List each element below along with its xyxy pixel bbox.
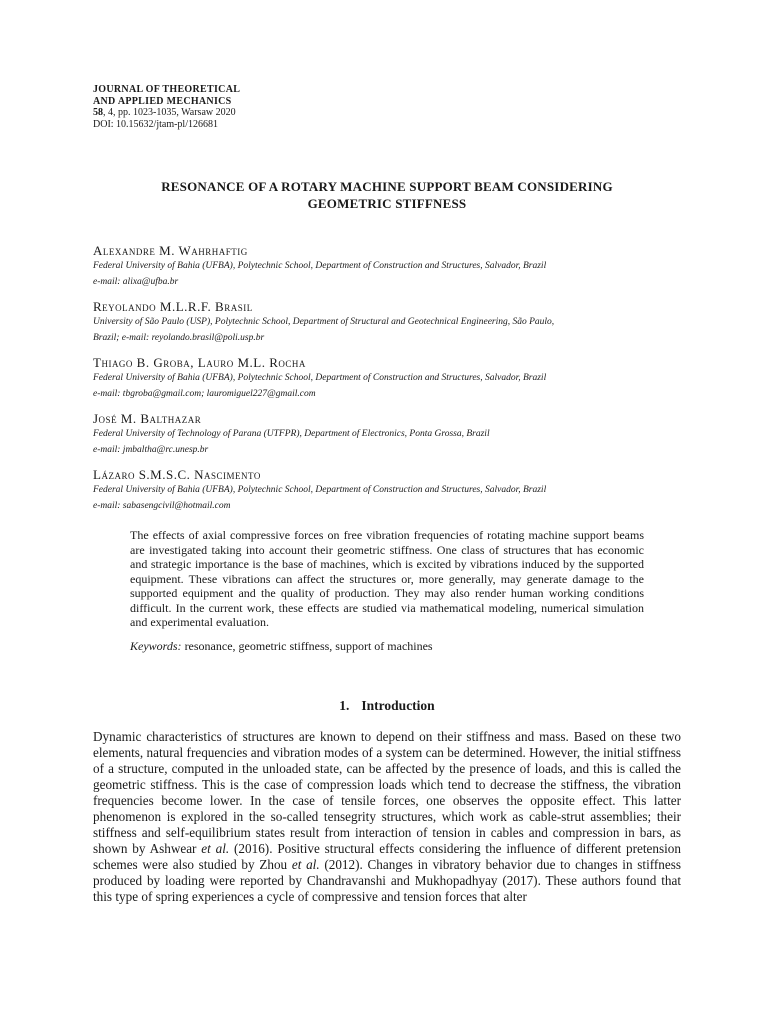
author-email: Brazil; e-mail: reyolando.brasil@poli.usp.br: [93, 332, 265, 343]
body-text-part1: Dynamic characteristics of structures are known to depend on their stiffness and mass. Based on these two elements, natural frequencies and vibration modes of a system can be determined. However, the initial stiffness of a structure, computed in the unloaded state, can be affected by the presence of loads, and this is called the geometric stiffness. This is the case of compression loads which tend to decrease the stiffness, the vibration frequencies become lower. In the case of tensile forces, one observes the opposite effect. This latter phenomenon is explored in the so-called tensegrity structures, which work as cable-strut assemblies; their stiffness and self-equilibrium states result from interaction of tension in cables and compression in bars, as shown by Ashwear: [93, 729, 681, 856]
author-list: [93, 242, 681, 522]
body-text: [93, 729, 681, 905]
author-affiliation: Federal University of Bahia (UFBA), Polytechnic School, Department of Construction and Structures, Salvador, Brazil: [93, 485, 547, 495]
journal-doi: DOI: 10.15632/jtam-pl/126681: [93, 118, 218, 130]
keywords-label: Keywords:: [130, 638, 182, 653]
body-paragraph: [93, 729, 681, 905]
paper-title-line2: GEOMETRIC STIFFNESS: [307, 196, 467, 211]
author-email: e-mail: alixa@ufba.br: [93, 276, 179, 287]
author-name: Alexandre M. Wahrhaftig: [93, 243, 248, 258]
keywords-list: resonance, geometric stiffness, support of machines: [181, 638, 433, 653]
author-name: Thiago B. Groba, Lauro M.L. Rocha: [93, 355, 306, 370]
author-email: e-mail: sabasengcivil@hotmail.com: [93, 500, 231, 511]
journal-header: [93, 84, 240, 130]
author-block: [93, 466, 681, 514]
journal-volume: 58: [93, 107, 103, 118]
abstract-text: The effects of axial compressive forces on free vibration frequencies of rotating machine support beams are investigated taking into account their geometric stiffness. One class of structures that has economic and strategic importance is the base of machines, which is excited by vibrations induced by the supported equipment. These vibrations can affect the structures or, more generally, may generate damage to the supported equipment and the quality of production. They may also render human working conditions difficult. In the current work, these effects are studied via mathematical modeling, numerical simulation and experimental evaluation.: [130, 528, 644, 629]
author-affiliation: Federal University of Technology of Parana (UTFPR), Department of Electronics, Ponta Grossa, Brazil: [93, 429, 490, 439]
section-heading: [93, 698, 681, 714]
author-block: [93, 410, 681, 458]
paper-title-line1: RESONANCE OF A ROTARY MACHINE SUPPORT BEAM CONSIDERING: [161, 179, 613, 194]
keywords: [130, 639, 644, 654]
body-etal-2: et al.: [291, 857, 320, 872]
author-email: e-mail: jmbaltha@rc.unesp.br: [93, 444, 209, 455]
author-name: Lázaro S.M.S.C. Nascimento: [93, 467, 261, 482]
journal-name-line2: AND APPLIED MECHANICS: [93, 95, 232, 107]
paper-title: [93, 178, 681, 212]
section-title: Introduction: [361, 698, 435, 713]
abstract: [130, 528, 644, 653]
body-text-part3: (2012). Changes in vibratory behavior due to changes in stiffness produced by loading were reported by Chandravanshi and Mukhopadhyay (2017). These authors found that this type of spring experiences a cycle of compressive and tension forces that alter: [93, 857, 681, 904]
author-block: [93, 242, 681, 290]
journal-issue-pages: , 4, pp. 1023-1035, Warsaw 2020: [103, 107, 236, 118]
author-email: e-mail: tbgroba@gmail.com; lauromiguel227@gmail.com: [93, 388, 316, 399]
author-block: [93, 298, 681, 346]
author-affiliation: University of São Paulo (USP), Polytechnic School, Department of Structural and Geotechnical Engineering, São Paulo,: [93, 317, 555, 327]
section-number: 1.: [339, 698, 350, 713]
author-name: José M. Balthazar: [93, 411, 202, 426]
journal-name-line1: JOURNAL OF THEORETICAL: [93, 84, 241, 95]
journal-volume-line: [93, 107, 240, 119]
body-text-part2: (2016). Positive structural effects considering the influence of different pretension schemes were also studied by Zhou: [93, 841, 681, 872]
author-affiliation: Federal University of Bahia (UFBA), Polytechnic School, Department of Construction and Structures, Salvador, Brazil: [93, 261, 547, 271]
author-affiliation: Federal University of Bahia (UFBA), Polytechnic School, Department of Construction and Structures, Salvador, Brazil: [93, 373, 547, 383]
body-etal-1: et al.: [201, 841, 230, 856]
author-name: Reyolando M.L.R.F. Brasil: [93, 299, 253, 314]
author-block: [93, 354, 681, 402]
